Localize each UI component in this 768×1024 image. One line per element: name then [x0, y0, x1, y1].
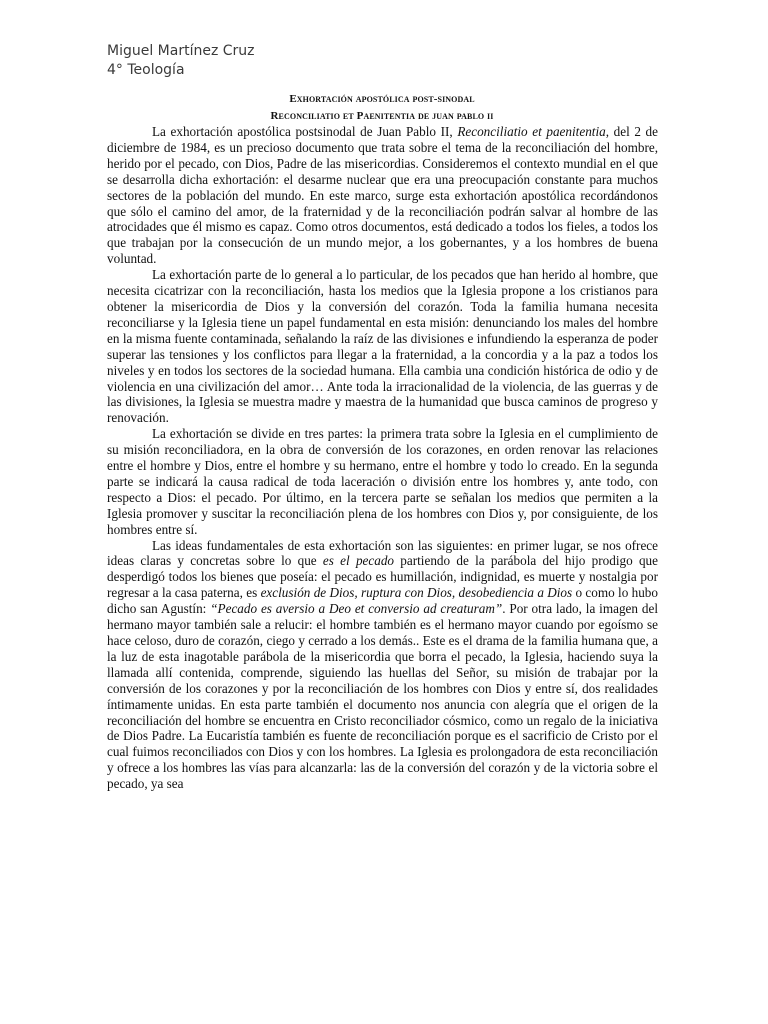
header	[107, 42, 255, 80]
text-run: o como lo hubo dicho san Agustín:	[107, 585, 658, 617]
text-run: La exhortación parte de lo general a lo particular, de los pecados que han herido al hombre, que necesita cicatrizar con la reconciliación, hasta los medios que la Iglesia propone a los cristianos para obtener la misericordia de Dios y la conversión del corazón. Toda la familia humana necesita reconciliarse y la Iglesia tiene un papel fundamental en esta misión: denunciando los males del hombre en la misma fuente contaminada, señalando la raíz de las divisiones e infundiendo la esperanza de poder superar las tensiones y los conflictos para llegar a la fraternidad, a la concordia y a la paz a todos los niveles y en todos los sectores de la sociedad humana. Ella cambia una condición histórica de odio y de violencia en una civilización del amor… Ante toda la irracionalidad de la violencia, de las guerras y de las divisiones, la Iglesia se muestra madre y maestra de la humanidad que busca caminos de progreso y renovación.	[107, 267, 658, 426]
paragraph	[107, 426, 658, 537]
paragraph	[107, 124, 658, 267]
paragraph	[107, 267, 658, 426]
italic-text: “Pecado es aversio a Deo et conversio ad creaturam”	[210, 601, 503, 617]
text-run: . Por otra lado, la imagen del hermano mayor también sale a relucir: el hombre también es el hermano mayor cuando por egoísmo se hace celoso, duro de corazón, ciego y cerrado a los demás.. Este es el drama de la familia humana que, a la luz de esta inagotable parábola de la misericordia que borra el pecado, la Iglesia, haciendo suya la llamada allí contenida, comprende, siguiendo las huellas del Señor, su misión de trabajar por la conversión de los corazones y por la reconciliación de los hombres con Dios y entre sí, dos realidades íntimamente unidas. En esta parte también el documento nos anuncia con alegría que el origen de la reconciliación del hombre se encuentra en Cristo reconciliador cósmico, como un regalo de la iniciativa de Dios Padre. La Eucaristía también es fuente de reconciliación porque es el sacrificio de Cristo por el cual fuimos reconciliados con Dios y con los hombres. La Iglesia es prolongadora de esta reconciliación y ofrece a los hombres las vías para alcanzarla: las de la conversión del corazón y de la victoria sobre el pecado, ya sea	[107, 601, 658, 792]
title-line-2: Reconciliatio et Paenitentia de juan pablo ii	[270, 110, 494, 122]
document-title	[107, 91, 657, 125]
text-run: partiendo de la parábola del hijo prodigo que desperdigó todos los bienes que poseía: el pecado es humillación, indignidad, es muerte y nostalgia por regresar a la casa paterna, es	[107, 553, 658, 601]
paragraph	[107, 538, 658, 793]
author-name: Miguel Martínez Cruz	[107, 43, 255, 59]
italic-text: exclusión de Dios, ruptura con Dios, desobediencia a Dios	[260, 585, 573, 601]
text-run: Las ideas fundamentales de esta exhortación son las siguientes: en primer lugar, se nos ofrece ideas claras y concretas sobre lo que	[107, 537, 658, 569]
italic-text: Reconciliatio et paenitentia	[457, 124, 606, 139]
text-run: , del 2 de diciembre de 1984, es un precioso documento que trata sobre el tema de la reconciliación del hombre, herido por el pecado, con Dios, Padre de las misericordias. Consideremos el contexto mundial en el que se desarrolla dicha exhortación: el desarme nuclear que era una preocupación constante para muchos sectores de la población del mundo. En este marco, surge esta exhortación apostólica recordándonos que sólo el camino del amor, de la fraternidad y de la reconciliación podrán salvar al hombre de las atrocidades que él mismo es capaz. Como otros documentos, está dedicado a todos los fieles, a todos los que trabajan por la consecución de un mundo mejor, a los gobernantes, y a los hombres de buena voluntad.	[107, 124, 658, 267]
italic-text: es el pecado	[322, 553, 395, 569]
text-run: La exhortación apostólica postsinodal de Juan Pablo II,	[152, 124, 458, 139]
title-line-1: Exhortación apostólica post-sinodal	[289, 93, 475, 105]
body-text	[107, 124, 658, 792]
course-label: 4° Teología	[107, 62, 185, 78]
text-run: La exhortación se divide en tres partes: la primera trata sobre la Iglesia en el cumplimiento de su misión reconciliadora, en la obra de conversión de los corazones, en orden renovar las relaciones entre el hombre y Dios, entre el hombre y su hermano, entre el hombre y todo lo creado. En la segunda parte se indicará la causa radical de toda laceración o división entre los hombres y, ante todo, con respecto a Dios: el pecado. Por último, en la tercera parte se señalan los medios que permiten a la Iglesia promover y suscitar la reconciliación plena de los hombres con Dios y, por consiguiente, de los hombres entre sí.	[107, 426, 658, 537]
